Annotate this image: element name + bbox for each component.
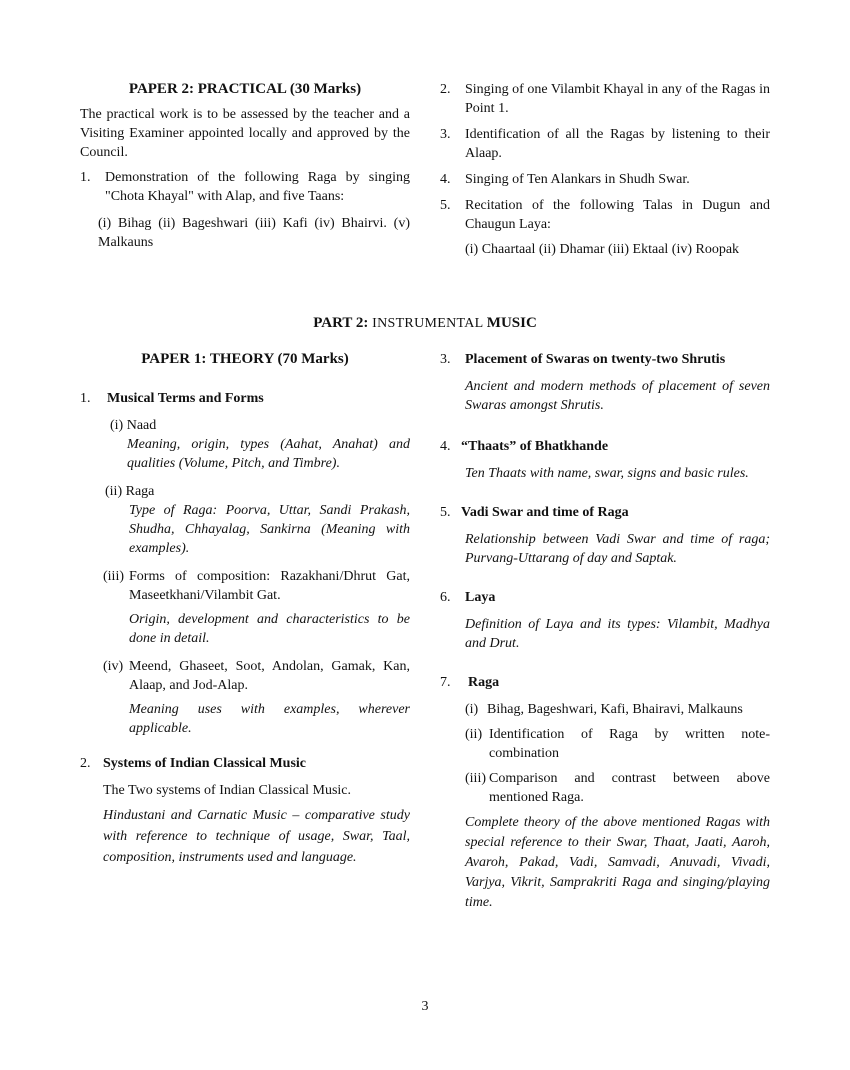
- item-number: 3.: [440, 127, 451, 142]
- sub-label: (iv): [103, 659, 124, 674]
- sec1-sub-1: [110, 416, 410, 473]
- sec7-sub-3: [465, 769, 770, 807]
- section-text: Relationship between Vadi Swar and time of raga; Purvang-Uttarang of day and Saptak.: [465, 532, 770, 566]
- sec1-sub-3: [103, 567, 410, 648]
- practical-item-2: [440, 80, 770, 118]
- sub-label: (i) Naad: [110, 418, 157, 433]
- item-number: 1.: [80, 170, 91, 185]
- item-number: 4.: [440, 172, 451, 187]
- sub-text: Type of Raga: Poorva, Uttar, Sandi Prakash, Shudha, Chhayalag, Sankirna (Meaning with examples).: [129, 503, 410, 556]
- part-title: [0, 314, 850, 333]
- item-number: 2.: [440, 82, 451, 97]
- sub-text: Identification of Raga by written note-combination: [489, 727, 770, 761]
- sub-text: Bihag, Bageshwari, Kafi, Bhairavi, Malkauns: [487, 702, 743, 717]
- sub-label: (ii): [465, 727, 483, 742]
- part-title-suffix: MUSIC: [486, 315, 537, 331]
- item-text: Identification of all the Ragas by listening to their Alaap.: [465, 127, 770, 161]
- sec7-sub-1: [465, 700, 770, 719]
- section-title-text: Vadi Swar and time of Raga: [461, 505, 629, 520]
- practical-column-left: [80, 80, 410, 252]
- sec1-sub-4: [103, 657, 410, 738]
- item-number: 5.: [440, 198, 451, 213]
- section-4-title: [440, 437, 770, 456]
- theory-column-right: [440, 350, 770, 927]
- section-2-title: [80, 754, 410, 773]
- sub-label: (i): [465, 702, 479, 717]
- section-title-text: Musical Terms and Forms: [107, 391, 264, 406]
- section-number: 6.: [440, 590, 451, 605]
- practical-heading: PAPER 2: PRACTICAL (30 Marks): [128, 81, 362, 97]
- practical-item-3: [440, 125, 770, 163]
- sub-text: Comparison and contrast between above mentioned Raga.: [489, 771, 770, 805]
- section-text: Complete theory of the above mentioned Ragas with special reference to their Swar, Thaat, Jaati, Aaroh, Avaroh, Pakad, Vadi, Samvadi, Anuvadi, Vivadi, Varjya, Vikrit, Samprakriti Raga and singing/playing time.: [465, 815, 770, 910]
- section-3: [440, 350, 770, 415]
- sec2-italic: Hindustani and Carnatic Music – comparative study with reference to technique of usage, Swar, Taal, composition, instruments used and language.: [103, 808, 410, 865]
- section-title-text: Systems of Indian Classical Music: [103, 756, 307, 771]
- sub-label: (ii) Raga: [105, 484, 155, 499]
- sub-text: Meaning uses with examples, wherever applicable.: [129, 702, 410, 736]
- practical-intro: The practical work is to be assessed by the teacher and a Visiting Examiner appointed locally and approved by the Council.: [80, 107, 410, 160]
- section-number: 2.: [80, 756, 91, 771]
- sec2-plain: The Two systems of Indian Classical Music.: [103, 783, 352, 798]
- section-5: [440, 503, 770, 568]
- section-title-text: Laya: [465, 590, 496, 605]
- practical-item-5: [440, 196, 770, 234]
- practical-item-4: [440, 170, 770, 189]
- item-text: Singing of one Vilambit Khayal in any of the Ragas in Point 1.: [465, 82, 770, 116]
- section-number: 7.: [440, 675, 451, 690]
- part-title-prefix: PART 2:: [313, 315, 373, 331]
- item-text: Singing of Ten Alankars in Shudh Swar.: [465, 172, 690, 187]
- page-number: 3: [421, 999, 429, 1014]
- section-5-title: [440, 503, 770, 522]
- section-text: Ancient and modern methods of placement of seven Swaras amongst Shrutis.: [465, 379, 770, 413]
- theory-column-left: [80, 350, 410, 868]
- section-number: 5.: [440, 505, 451, 520]
- section-number: 1.: [80, 391, 91, 406]
- item-text: Recitation of the following Talas in Dugun and Chaugun Laya:: [465, 198, 770, 232]
- part-title-middle: INSTRUMENTAL: [372, 316, 487, 331]
- section-1-title: [80, 389, 410, 408]
- section-7-title: [440, 673, 770, 692]
- section-title-text: Raga: [468, 675, 500, 690]
- theory-heading: PAPER 1: THEORY (70 Marks): [141, 351, 349, 367]
- section-title-text: Placement of Swaras on twenty-two Shrutis: [465, 352, 726, 367]
- section-7: [440, 673, 770, 913]
- sub-label: (iii): [103, 569, 124, 584]
- section-3-title: [440, 350, 770, 369]
- section-number: 4.: [440, 439, 451, 454]
- section-6: [440, 588, 770, 653]
- section-title-text: “Thaats” of Bhatkhande: [461, 439, 609, 454]
- practical-item-5-talas: (i) Chaartaal (ii) Dhamar (iii) Ektaal (iv) Roopak: [465, 242, 740, 257]
- section-text: Definition of Laya and its types: Vilambit, Madhya and Drut.: [465, 617, 770, 651]
- section-4: [440, 437, 770, 483]
- sub-text: Meaning, origin, types (Aahat, Anahat) and qualities (Volume, Pitch, and Timbre).: [127, 437, 410, 471]
- practical-item-1: [80, 168, 410, 206]
- sec1-sub-2: [105, 482, 410, 558]
- section-6-title: [440, 588, 770, 607]
- section-text: Ten Thaats with name, swar, signs and basic rules.: [465, 466, 749, 481]
- practical-item-1-ragas: (i) Bihag (ii) Bageshwari (iii) Kafi (iv) Bhairvi. (v) Malkauns: [98, 216, 410, 250]
- practical-column-right: [440, 80, 770, 259]
- sub-label: (iii): [465, 771, 486, 786]
- sub-heading: Forms of composition: Razakhani/Dhrut Gat, Maseetkhani/Vilambit Gat.: [129, 569, 410, 603]
- section-number: 3.: [440, 352, 451, 367]
- sec7-sub-2: [465, 725, 770, 763]
- sub-head: [103, 567, 410, 605]
- item-text: Demonstration of the following Raga by singing "Chota Khayal" with Alap, and five Taans:: [105, 170, 410, 204]
- sub-heading: Meend, Ghaseet, Soot, Andolan, Gamak, Kan, Alaap, and Jod-Alap.: [129, 659, 410, 693]
- sub-text: Origin, development and characteristics to be done in detail.: [129, 612, 410, 646]
- sub-head: [103, 657, 410, 695]
